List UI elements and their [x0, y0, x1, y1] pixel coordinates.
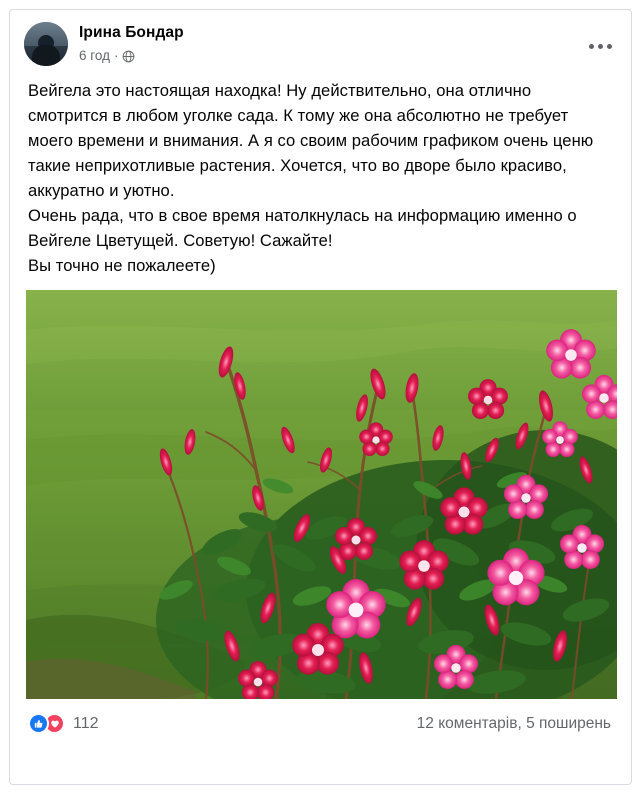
post-header: [10, 10, 631, 66]
post-timestamp[interactable]: 6 год: [79, 48, 110, 63]
ellipsis-icon[interactable]: [583, 36, 617, 56]
ellipsis-dot: [607, 44, 612, 49]
facebook-post-card: [9, 9, 632, 785]
globe-icon: [122, 50, 135, 63]
post-paragraph-2: Очень рада, что в свое время натолкнулась на информацию именно о Вейгеле Цветущей. Советую! Сажайте!: [28, 206, 577, 250]
ellipsis-dot: [598, 44, 603, 49]
comments-shares-count[interactable]: 12 коментарів, 5 поширень: [416, 714, 611, 732]
ellipsis-dot: [589, 44, 594, 49]
post-text: [10, 66, 631, 290]
avatar-person-body: [32, 45, 60, 66]
thumbs-up-icon: [28, 713, 49, 734]
meta-separator: ·: [113, 48, 119, 63]
post-meta-row: [79, 47, 617, 64]
post-image-container: [10, 290, 631, 699]
post-paragraph-3: Вы точно не пожалеете): [28, 256, 216, 275]
post-header-text: [79, 22, 617, 64]
avatar[interactable]: [24, 22, 68, 66]
post-footer: [10, 699, 631, 734]
reaction-summary[interactable]: [28, 713, 99, 734]
post-paragraph-1: Вейгела это настоящая находка! Ну действительно, она отлично смотрится в любом уголке сада. К тому же она абсолютно не требует моего времени и внимания. А я со своим рабочим графиком очень ценю такие неприхотливые растения. Хочется, что во дворе было красиво, аккуратно и уютно.: [28, 81, 594, 200]
author-name[interactable]: Ірина Бондар: [79, 24, 184, 41]
post-photo[interactable]: [26, 290, 617, 699]
reaction-count: 112: [73, 714, 99, 732]
